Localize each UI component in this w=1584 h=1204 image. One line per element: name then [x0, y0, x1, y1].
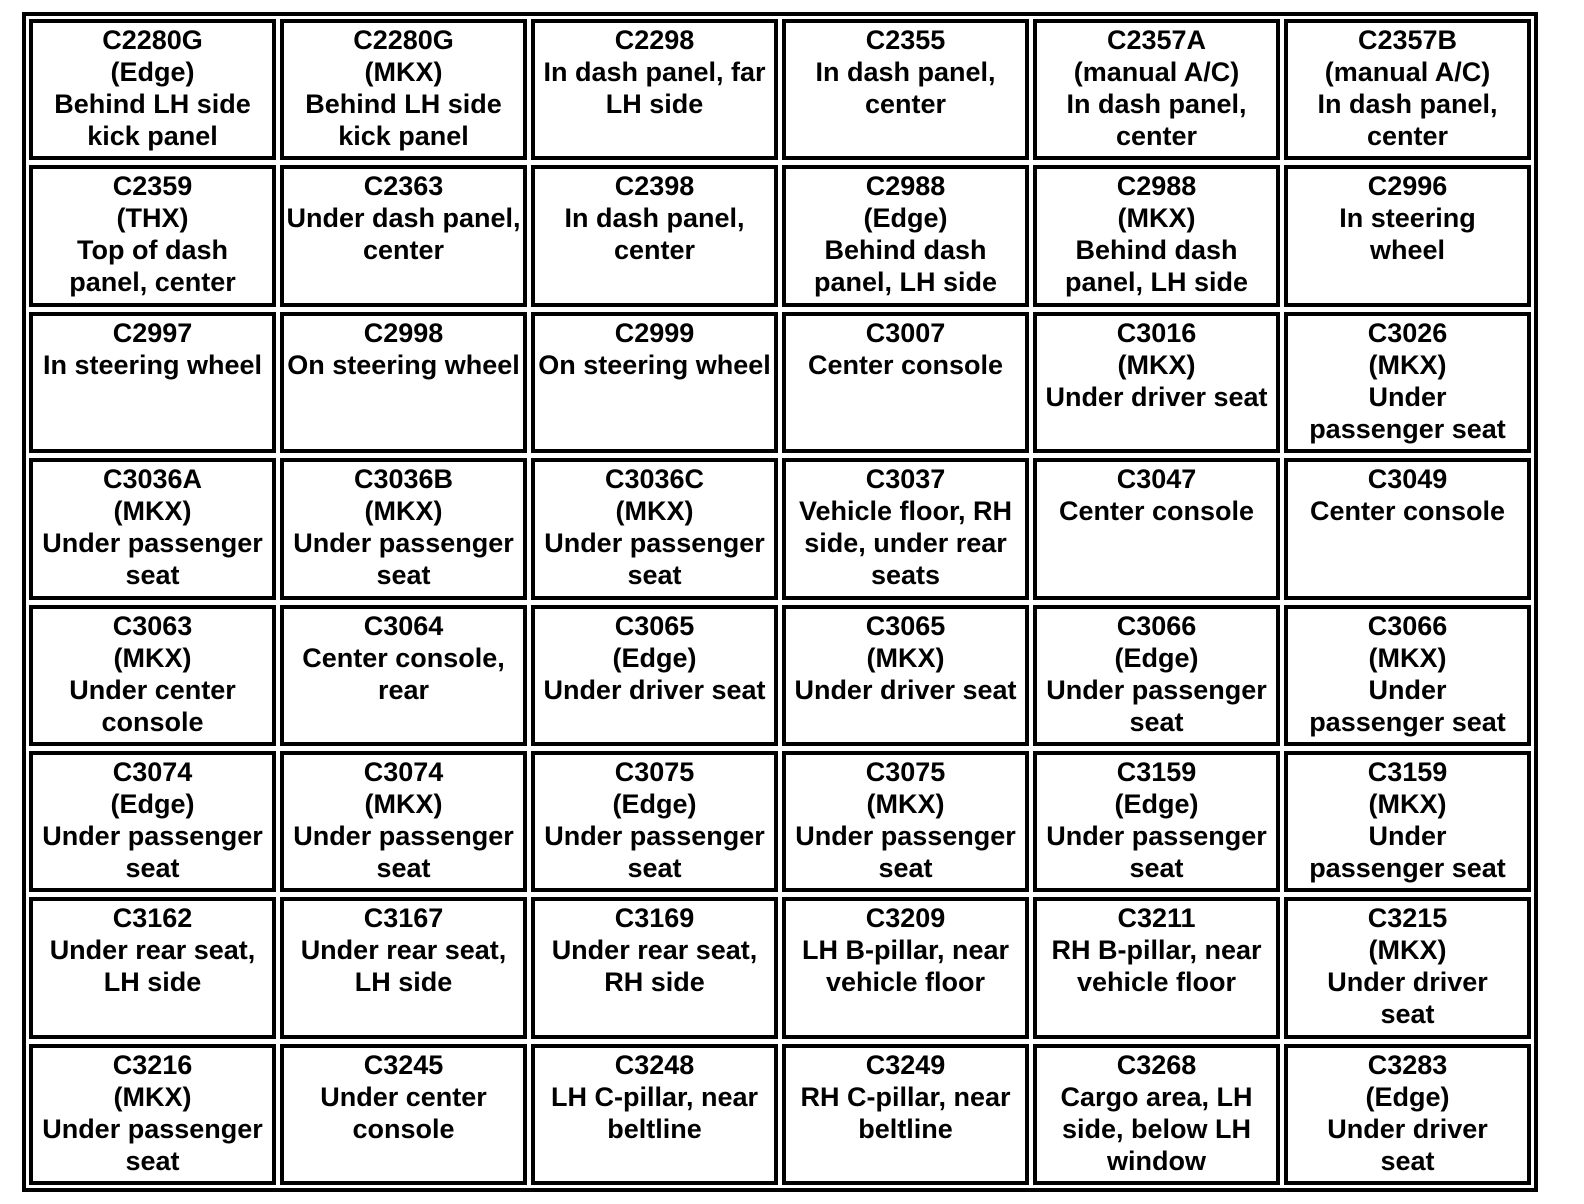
connector-id: C3007 — [865, 317, 946, 348]
connector-location-text: seat — [125, 1145, 180, 1176]
connector-location-text: Under passenger — [1046, 674, 1267, 705]
connector-location-text: (MKX) — [866, 788, 945, 819]
connector-location-table — [22, 12, 1538, 1192]
connector-location-text: Under passenger — [42, 1113, 263, 1144]
connector-location-text: beltline — [858, 1113, 953, 1144]
table-cell — [1284, 312, 1531, 453]
connector-id: C3268 — [1116, 1049, 1197, 1080]
connector-location-text: seat — [1129, 852, 1184, 883]
table-cell — [782, 458, 1029, 599]
connector-location-text: Under passenger — [544, 528, 765, 559]
connector-location-text: Under passenger — [795, 820, 1016, 851]
connector-location-text: kick panel — [87, 121, 218, 151]
table-cell — [531, 1044, 778, 1185]
connector-id: C2298 — [614, 25, 695, 55]
connector-location-text: passenger seat — [1309, 413, 1506, 444]
connector-location-text: Behind LH side — [54, 89, 251, 119]
connector-id: C3215 — [1367, 903, 1448, 934]
connector-location-text: Top of dash — [77, 235, 228, 266]
connector-location-text: seat — [627, 852, 682, 883]
connector-location-text: (Edge) — [612, 642, 697, 673]
connector-id: C3063 — [112, 610, 193, 641]
connector-id: C2280G — [102, 25, 203, 55]
connector-location-text: (MKX) — [1117, 203, 1196, 234]
connector-location-text: Center console — [1058, 496, 1255, 527]
connector-location-text: passenger seat — [1309, 706, 1506, 737]
connector-location-text: seat — [376, 560, 431, 591]
connector-id: C3248 — [614, 1049, 695, 1080]
connector-location-text: console — [352, 1113, 455, 1144]
table-cell — [280, 458, 527, 599]
table-cell — [1284, 897, 1531, 1038]
table-cell — [531, 165, 778, 306]
connector-id: C2398 — [614, 171, 695, 202]
connector-location-text: seat — [1380, 999, 1435, 1030]
connector-location-text: (Edge) — [863, 203, 948, 234]
connector-id: C2988 — [1116, 171, 1197, 202]
connector-location-text: (THX) — [116, 203, 189, 234]
connector-id: C3066 — [1116, 610, 1197, 641]
connector-location-text: Under driver seat — [543, 674, 766, 705]
connector-id: C3016 — [1116, 317, 1197, 348]
connector-id: C2998 — [363, 317, 444, 348]
connector-location-text: Under — [1368, 820, 1447, 851]
connector-id: C3216 — [112, 1049, 193, 1080]
connector-id: C3159 — [1367, 756, 1448, 787]
connector-location-text: LH side — [354, 967, 453, 998]
connector-location-text: panel, LH side — [1064, 267, 1249, 298]
connector-location-text: LH B-pillar, near — [801, 935, 1010, 966]
connector-location-text: (MKX) — [113, 496, 192, 527]
table-cell — [782, 19, 1029, 160]
connector-location-text: RH side — [604, 967, 705, 998]
connector-location-text: center — [1115, 121, 1198, 151]
table-cell — [29, 165, 276, 306]
connector-location-text: kick panel — [338, 121, 469, 151]
connector-location-text: center — [362, 235, 445, 266]
connector-location-text: Cargo area, LH — [1060, 1081, 1253, 1112]
connector-location-text: On steering wheel — [287, 349, 520, 380]
connector-location-text: (Edge) — [612, 788, 697, 819]
connector-location-text: Under driver seat — [794, 674, 1017, 705]
table-cell — [29, 19, 276, 160]
connector-id: C3047 — [1116, 464, 1197, 495]
table-cell — [782, 312, 1029, 453]
table-cell — [531, 751, 778, 892]
table-cell — [280, 1044, 527, 1185]
connector-id: C2280G — [353, 25, 454, 55]
connector-location-text: (MKX) — [113, 1081, 192, 1112]
table-cell — [531, 897, 778, 1038]
connector-id: C3066 — [1367, 610, 1448, 641]
table-cell — [29, 312, 276, 453]
connector-location-text: (MKX) — [866, 642, 945, 673]
connector-id: C3065 — [865, 610, 946, 641]
connector-location-text: LH side — [605, 89, 704, 119]
connector-location-text: window — [1107, 1145, 1206, 1176]
connector-location-text: RH C-pillar, near — [800, 1081, 1011, 1112]
connector-location-text: seat — [376, 852, 431, 883]
connector-location-text: Vehicle floor, RH — [798, 496, 1013, 527]
table-cell — [1284, 458, 1531, 599]
connector-location-text: (Edge) — [1365, 1081, 1450, 1112]
table-cell — [782, 1044, 1029, 1185]
connector-id: C2357B — [1357, 25, 1458, 55]
connector-location-text: seat — [878, 852, 933, 883]
connector-location-text: (Edge) — [110, 57, 195, 87]
connector-location-text: Under passenger — [1046, 820, 1267, 851]
connector-location-text: On steering wheel — [538, 349, 771, 380]
connector-id: C3283 — [1367, 1049, 1448, 1080]
connector-location-text: Center console, — [302, 642, 505, 673]
connector-location-text: seat — [1129, 706, 1184, 737]
table-cell — [1284, 751, 1531, 892]
table-cell — [1284, 165, 1531, 306]
connector-id: C3036A — [102, 464, 203, 495]
connector-id: C3167 — [363, 903, 444, 934]
connector-id: C2996 — [1367, 171, 1448, 202]
connector-location-text: (MKX) — [364, 57, 443, 87]
connector-location-text: In dash panel, — [1066, 89, 1247, 119]
connector-location-text: Under rear seat, — [300, 935, 507, 966]
connector-location-text: seat — [1380, 1145, 1435, 1176]
connector-location-text: In dash panel, — [1317, 89, 1498, 119]
connector-location-text: seat — [125, 560, 180, 591]
table-cell — [1284, 605, 1531, 746]
connector-id: C2359 — [112, 171, 193, 202]
connector-location-text: Under center — [69, 674, 236, 705]
connector-id: C3211 — [1117, 903, 1196, 934]
connector-location-text: Behind dash — [824, 235, 987, 266]
table-cell — [1033, 1044, 1280, 1185]
table-cell — [531, 458, 778, 599]
connector-location-text: rear — [377, 674, 430, 705]
connector-location-text: Under passenger — [42, 528, 263, 559]
connector-id: C2357A — [1106, 25, 1207, 55]
connector-location-text: (MKX) — [1368, 642, 1447, 673]
connector-location-text: LH side — [103, 967, 202, 998]
connector-location-text: (MKX) — [1368, 349, 1447, 380]
connector-location-text: side, under rear — [804, 528, 1007, 559]
connector-id: C2988 — [865, 171, 946, 202]
connector-location-text: (MKX) — [1117, 349, 1196, 380]
connector-location-text: Under passenger — [293, 820, 514, 851]
connector-location-text: Under driver — [1327, 1113, 1488, 1144]
connector-id: C3169 — [614, 903, 695, 934]
connector-location-text: In dash panel, — [564, 203, 745, 234]
table-cell — [280, 605, 527, 746]
connector-location-text: In dash panel, far — [543, 57, 766, 87]
connector-location-text: Under driver seat — [1045, 381, 1268, 412]
table-cell — [29, 458, 276, 599]
connector-location-text: (MKX) — [113, 642, 192, 673]
connector-location-text: Center console — [1309, 496, 1506, 527]
table-cell — [29, 605, 276, 746]
connector-location-text: (MKX) — [615, 496, 694, 527]
connector-location-text: Under rear seat, — [49, 935, 256, 966]
connector-location-text: center — [1366, 121, 1449, 151]
table-cell — [1284, 1044, 1531, 1185]
connector-location-text: panel, LH side — [813, 267, 998, 298]
connector-id: C2355 — [865, 25, 946, 55]
connector-location-text: LH C-pillar, near — [550, 1081, 759, 1112]
connector-location-text: wheel — [1369, 235, 1446, 266]
table-cell — [29, 1044, 276, 1185]
table-cell — [280, 165, 527, 306]
connector-location-text: RH B-pillar, near — [1051, 935, 1262, 966]
connector-location-text: (Edge) — [1114, 642, 1199, 673]
connector-location-text: vehicle floor — [825, 967, 986, 998]
table-cell — [280, 897, 527, 1038]
connector-location-text: Center console — [807, 349, 1004, 380]
table-cell — [531, 19, 778, 160]
connector-location-text: (manual A/C) — [1073, 57, 1240, 87]
connector-id: C2999 — [614, 317, 695, 348]
connector-id: C3036C — [604, 464, 705, 495]
connector-id: C3249 — [865, 1049, 946, 1080]
connector-location-text: Behind LH side — [305, 89, 502, 119]
connector-location-text: Under passenger — [42, 820, 263, 851]
connector-location-text: Under dash panel, — [286, 203, 521, 234]
table-cell — [29, 751, 276, 892]
connector-location-text: beltline — [607, 1113, 702, 1144]
connector-location-text: (MKX) — [1368, 788, 1447, 819]
table-cell — [280, 19, 527, 160]
connector-location-text: center — [613, 235, 696, 266]
connector-id: C2363 — [363, 171, 444, 202]
connector-location-text: panel, center — [69, 267, 236, 298]
connector-location-text: seats — [870, 560, 941, 591]
connector-id: C3049 — [1367, 464, 1448, 495]
connector-location-text: (Edge) — [110, 788, 195, 819]
connector-location-text: Under passenger — [293, 528, 514, 559]
connector-id: C3065 — [614, 610, 695, 641]
table-cell — [1033, 897, 1280, 1038]
connector-location-text: In steering — [1339, 203, 1476, 234]
connector-id: C3064 — [363, 610, 444, 641]
connector-location-text: (manual A/C) — [1324, 57, 1491, 87]
connector-id: C3209 — [865, 903, 946, 934]
connector-location-text: (MKX) — [364, 496, 443, 527]
table-cell — [531, 605, 778, 746]
table-cell — [782, 751, 1029, 892]
connector-id: C3026 — [1367, 317, 1448, 348]
connector-id: C3245 — [363, 1049, 444, 1080]
connector-location-text: Under passenger — [544, 820, 765, 851]
connector-location-text: Under — [1368, 674, 1447, 705]
table-cell — [1033, 165, 1280, 306]
connector-id: C3075 — [614, 756, 695, 787]
connector-location-text: Under center — [320, 1081, 487, 1112]
connector-location-text: center — [864, 89, 947, 119]
table-cell — [1284, 19, 1531, 160]
connector-location-text: seat — [627, 560, 682, 591]
table-cell — [782, 605, 1029, 746]
connector-location-text: In dash panel, — [815, 57, 996, 87]
connector-id: C3162 — [112, 903, 193, 934]
connector-location-text: seat — [125, 852, 180, 883]
connector-location-text: (MKX) — [364, 788, 443, 819]
table-cell — [1033, 312, 1280, 453]
connector-id: C3074 — [112, 756, 193, 787]
connector-id: C3159 — [1116, 756, 1197, 787]
connector-location-text: console — [101, 706, 204, 737]
connector-location-text: passenger seat — [1309, 852, 1506, 883]
connector-location-text: Under driver — [1327, 967, 1488, 998]
connector-id: C3036B — [353, 464, 454, 495]
connector-id: C3074 — [363, 756, 444, 787]
connector-location-text: side, below LH — [1061, 1113, 1252, 1144]
connector-location-text: In steering wheel — [42, 349, 263, 380]
table-cell — [29, 897, 276, 1038]
table-cell — [1033, 458, 1280, 599]
connector-location-text: Under rear seat, — [551, 935, 758, 966]
table-cell — [280, 312, 527, 453]
connector-id: C3075 — [865, 756, 946, 787]
connector-location-text: Under — [1368, 381, 1447, 412]
table-cell — [782, 897, 1029, 1038]
table-cell — [280, 751, 527, 892]
table-cell — [1033, 751, 1280, 892]
connector-id: C2997 — [112, 317, 193, 348]
connector-location-text: (Edge) — [1114, 788, 1199, 819]
connector-id: C3037 — [865, 464, 946, 495]
table-cell — [1033, 19, 1280, 160]
connector-location-text: Behind dash — [1075, 235, 1238, 266]
connector-location-text: (MKX) — [1368, 935, 1447, 966]
table-cell — [782, 165, 1029, 306]
connector-location-text: vehicle floor — [1076, 967, 1237, 998]
table-cell — [1033, 605, 1280, 746]
table-cell — [531, 312, 778, 453]
